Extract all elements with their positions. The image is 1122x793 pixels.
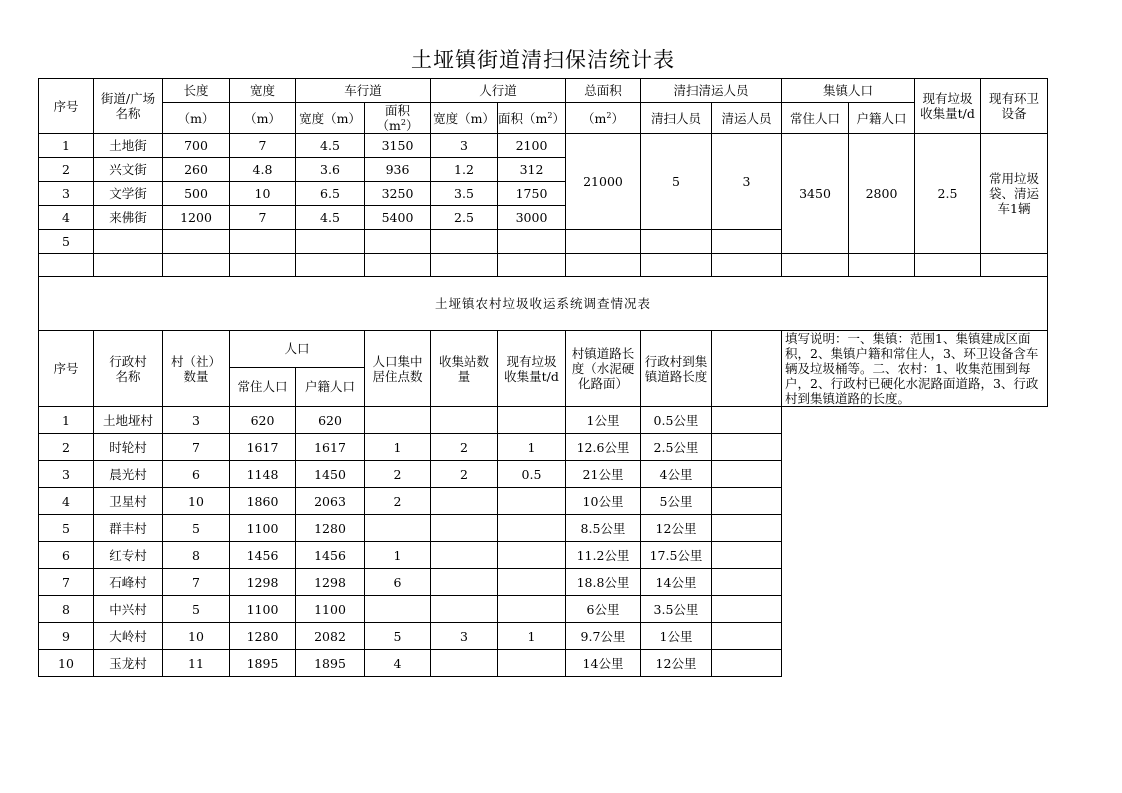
t2-cell-registered: 1298 <box>296 569 365 596</box>
t1-cell <box>94 230 163 254</box>
t2-cell-groups: 10 <box>163 623 230 650</box>
t2-cell-resident: 1298 <box>230 569 296 596</box>
t2-header-seq: 序号 <box>39 331 94 407</box>
t2-cell-registered: 1617 <box>296 434 365 461</box>
t1-header-roadway-area-sup: 2 <box>400 117 406 127</box>
t2-cell-seq: 6 <box>39 542 94 569</box>
t2-cell-road: 21公里 <box>566 461 641 488</box>
t2-row <box>39 650 1048 677</box>
t2-cell-registered: 1280 <box>296 515 365 542</box>
t2-cell-road: 8.5公里 <box>566 515 641 542</box>
t2-cell-groups: 6 <box>163 461 230 488</box>
t2-cell-garbage: 0.5 <box>498 461 566 488</box>
t2-cell-groups: 11 <box>163 650 230 677</box>
t2-cell-cluster: 2 <box>365 461 431 488</box>
t2-cell-garbage <box>498 488 566 515</box>
t1-header-equipment-line1: 现有环卫 <box>988 91 1039 106</box>
t1-cell: 7 <box>230 134 296 158</box>
t1-cell: 10 <box>230 182 296 206</box>
t1-header-width: 宽度 <box>230 79 296 103</box>
t1-header-garbage-line1: 现有垃圾 <box>922 91 973 106</box>
t1-registered: 2800 <box>849 134 915 254</box>
t1-header-roadway-area-text: 面积（m <box>376 103 410 133</box>
t1-cell <box>296 254 365 277</box>
t1-cell: 5 <box>39 230 94 254</box>
t1-header-roadway: 车行道 <box>296 79 431 103</box>
t2-cell-totown: 4公里 <box>641 461 712 488</box>
table2-title: 土垭镇农村垃圾收运系统调查情况表 <box>39 277 1048 331</box>
t1-cell <box>431 230 498 254</box>
t1-header-sidewalk-area-sup: 2 <box>547 110 553 120</box>
t2-cell-name: 卫星村 <box>94 488 163 515</box>
t1-cell: 1200 <box>163 206 230 230</box>
t2-cell-stations <box>431 650 498 677</box>
t1-cell <box>915 254 981 277</box>
t2-cell-totown: 1公里 <box>641 623 712 650</box>
t2-cell-seq: 2 <box>39 434 94 461</box>
t1-cell <box>365 230 431 254</box>
t2-header-garbage-line1: 现有垃圾 <box>506 353 557 369</box>
t1-cell: 3 <box>39 182 94 206</box>
t2-cell-groups: 5 <box>163 515 230 542</box>
t2-row <box>39 542 1048 569</box>
t1-header-seq: 序号 <box>39 79 94 134</box>
t1-cell: 4.8 <box>230 158 296 182</box>
t1-header-roadway-area <box>365 103 431 134</box>
t2-cell-seq: 1 <box>39 407 94 434</box>
t1-cell: 2.5 <box>431 206 498 230</box>
t2-cell-name: 时轮村 <box>94 434 163 461</box>
t1-cell <box>566 230 641 254</box>
t2-cell-garbage <box>498 569 566 596</box>
t1-cell: 2100 <box>498 134 566 158</box>
t2-cell-name: 晨光村 <box>94 461 163 488</box>
t1-cell <box>566 254 641 277</box>
t2-cell-totown: 5公里 <box>641 488 712 515</box>
t1-haulers: 3 <box>712 134 782 230</box>
t2-header-stations <box>431 331 498 407</box>
t2-empty-column <box>712 331 782 407</box>
t2-cell-empty <box>712 515 782 542</box>
t1-header-sweepers: 清扫人员 <box>641 103 712 134</box>
t1-header-garbage-line2: 收集量t/d <box>920 106 975 121</box>
sanitation-tables <box>38 78 1048 677</box>
t1-header-population: 集镇人口 <box>782 79 915 103</box>
t2-cell-road: 14公里 <box>566 650 641 677</box>
t1-cell: 3.5 <box>431 182 498 206</box>
t2-header-totown <box>641 331 712 407</box>
t1-header-length-unit: （m） <box>163 103 230 134</box>
t1-garbage: 2.5 <box>915 134 981 254</box>
t2-row <box>39 623 1048 650</box>
t1-header-cleaners: 清扫清运人员 <box>641 79 782 103</box>
t2-cell-cluster: 5 <box>365 623 431 650</box>
t1-header-equipment-line2: 设备 <box>1001 106 1027 121</box>
t1-header-total-area: 总面积 <box>566 79 641 103</box>
t2-header-road-line1: 村镇道路长 <box>571 346 635 361</box>
t2-header-groups-line2: 数量 <box>183 368 209 384</box>
t1-header-registered: 户籍人口 <box>849 103 915 134</box>
t1-resident: 3450 <box>782 134 849 254</box>
t1-cell <box>641 254 712 277</box>
t2-cell-stations <box>431 569 498 596</box>
t1-header-street-line2: 名称 <box>115 106 141 121</box>
t2-cell-road: 11.2公里 <box>566 542 641 569</box>
t1-cell: 3 <box>431 134 498 158</box>
t1-cell: 312 <box>498 158 566 182</box>
t2-cell-road: 1公里 <box>566 407 641 434</box>
t2-cell-cluster: 1 <box>365 434 431 461</box>
t2-cell-empty <box>712 488 782 515</box>
t2-header-garbage <box>498 331 566 407</box>
t1-cell: 文学街 <box>94 182 163 206</box>
t2-cell-stations: 3 <box>431 623 498 650</box>
t1-header-total-area-unit <box>566 103 641 134</box>
t2-cell-seq: 10 <box>39 650 94 677</box>
t1-cell <box>641 230 712 254</box>
t2-cell-empty <box>712 650 782 677</box>
t1-header-resident: 常住人口 <box>782 103 849 134</box>
t2-cell-road: 6公里 <box>566 596 641 623</box>
t1-cell <box>94 254 163 277</box>
t1-cell: 1750 <box>498 182 566 206</box>
t2-cell-garbage <box>498 542 566 569</box>
t2-cell-seq: 7 <box>39 569 94 596</box>
t2-cell-groups: 8 <box>163 542 230 569</box>
t2-cell-name: 土地垭村 <box>94 407 163 434</box>
t2-cell-stations <box>431 515 498 542</box>
t1-cell <box>163 230 230 254</box>
t2-cell-garbage <box>498 407 566 434</box>
t2-header-village-line2: 名称 <box>115 368 141 384</box>
t2-cell-totown: 12公里 <box>641 650 712 677</box>
t2-header-village-line1: 行政村 <box>109 353 147 369</box>
t1-cell: 兴文街 <box>94 158 163 182</box>
t2-cell-registered: 1450 <box>296 461 365 488</box>
t1-header-sidewalk: 人行道 <box>431 79 566 103</box>
t1-header-length: 长度 <box>163 79 230 103</box>
t1-header-total-area-unit-a: （m <box>582 110 607 126</box>
t2-cell-groups: 7 <box>163 434 230 461</box>
t1-cell: 来佛街 <box>94 206 163 230</box>
t2-cell-cluster <box>365 407 431 434</box>
t1-cell <box>163 254 230 277</box>
t2-cell-empty <box>712 596 782 623</box>
table1-title: 土垭镇街道清扫保洁统计表 <box>411 48 675 72</box>
t2-cell-totown: 17.5公里 <box>641 542 712 569</box>
t2-cell-road: 10公里 <box>566 488 641 515</box>
t2-cell-empty <box>712 569 782 596</box>
t1-cell <box>431 254 498 277</box>
t2-header-village <box>94 331 163 407</box>
t2-cell-groups: 10 <box>163 488 230 515</box>
t1-cell: 5400 <box>365 206 431 230</box>
t2-cell-garbage <box>498 596 566 623</box>
t1-header-sidewalk-width: 宽度（m） <box>431 103 498 134</box>
t1-header-street <box>94 79 163 134</box>
t1-cell <box>498 230 566 254</box>
t2-header-road <box>566 331 641 407</box>
t2-cell-name: 群丰村 <box>94 515 163 542</box>
t2-cell-totown: 2.5公里 <box>641 434 712 461</box>
t2-header-road-line2: 度（水泥硬 <box>571 361 635 376</box>
t2-cell-garbage: 1 <box>498 434 566 461</box>
t2-cell-groups: 5 <box>163 596 230 623</box>
t2-cell-registered: 620 <box>296 407 365 434</box>
t2-header-totown-line1: 行政村到集 <box>644 353 708 369</box>
t2-cell-name: 中兴村 <box>94 596 163 623</box>
t1-cell: 936 <box>365 158 431 182</box>
t1-cell <box>230 230 296 254</box>
t1-header-street-line1: 街道/广场 <box>100 91 156 106</box>
t1-header-equipment <box>981 79 1048 134</box>
t1-equipment: 常用垃圾袋、清运车1辆 <box>981 134 1048 254</box>
t2-header-stations-line1: 收集站数 <box>438 353 489 369</box>
t1-cell: 4 <box>39 206 94 230</box>
t2-cell-cluster: 1 <box>365 542 431 569</box>
t2-row <box>39 569 1048 596</box>
t2-header-road-line3: 化路面） <box>577 376 628 391</box>
t2-cell-totown: 3.5公里 <box>641 596 712 623</box>
t2-cell-seq: 8 <box>39 596 94 623</box>
t2-header-cluster-line2: 居住点数 <box>372 368 423 384</box>
t1-cell <box>981 254 1048 277</box>
t1-header-total-area-unit-b: ） <box>611 110 624 126</box>
t2-cell-garbage: 1 <box>498 623 566 650</box>
t1-cell <box>365 254 431 277</box>
t1-cell <box>296 230 365 254</box>
t2-cell-resident: 1895 <box>230 650 296 677</box>
t2-header-population: 人口 <box>230 331 365 368</box>
t1-cell <box>782 254 849 277</box>
t1-header-sidewalk-area-close: ） <box>552 110 565 126</box>
t2-header-registered: 户籍人口 <box>296 367 365 406</box>
t1-sweepers: 5 <box>641 134 712 230</box>
t2-cell-road: 9.7公里 <box>566 623 641 650</box>
t2-cell-groups: 7 <box>163 569 230 596</box>
t2-cell-registered: 1456 <box>296 542 365 569</box>
t1-cell: 260 <box>163 158 230 182</box>
t1-header-roadway-area-close: ） <box>405 118 419 133</box>
fill-in-instructions: 填写说明：一、集镇：范围1、集镇建成区面积，2、集镇户籍和常住人，3、环卫设备含车辆及垃圾桶等。二、农村：1、收集范围到每户，2、行政村已硬化水泥路面道路，3、行政村到集镇道路的长度。 <box>782 331 1048 407</box>
t1-cell <box>712 230 782 254</box>
t1-cell <box>498 254 566 277</box>
t2-header-cluster-line1: 人口集中 <box>372 353 423 369</box>
t2-cell-registered: 2082 <box>296 623 365 650</box>
t2-cell-totown: 12公里 <box>641 515 712 542</box>
t2-cell-seq: 4 <box>39 488 94 515</box>
t2-cell-road: 12.6公里 <box>566 434 641 461</box>
t2-cell-registered: 1100 <box>296 596 365 623</box>
t2-cell-name: 红专村 <box>94 542 163 569</box>
t2-cell-resident: 1456 <box>230 542 296 569</box>
t2-cell-stations <box>431 488 498 515</box>
t2-header-cluster <box>365 331 431 407</box>
t2-header-garbage-line2: 收集量t/d <box>504 368 559 384</box>
t1-header-garbage <box>915 79 981 134</box>
t1-cell <box>230 254 296 277</box>
t2-cell-cluster: 4 <box>365 650 431 677</box>
t2-cell-totown: 0.5公里 <box>641 407 712 434</box>
t2-cell-cluster <box>365 515 431 542</box>
t1-header-roadway-width: 宽度（m） <box>296 103 365 134</box>
t2-cell-empty <box>712 407 782 434</box>
t2-cell-resident: 1860 <box>230 488 296 515</box>
t2-body <box>39 407 1048 677</box>
t2-cell-empty <box>712 434 782 461</box>
t1-cell: 7 <box>230 206 296 230</box>
t2-cell-seq: 9 <box>39 623 94 650</box>
t2-row <box>39 461 1048 488</box>
t1-cell: 6.5 <box>296 182 365 206</box>
t1-cell <box>712 254 782 277</box>
t2-cell-road: 18.8公里 <box>566 569 641 596</box>
t1-cell: 4.5 <box>296 134 365 158</box>
t2-cell-cluster: 2 <box>365 488 431 515</box>
t2-cell-stations <box>431 596 498 623</box>
t2-cell-resident: 620 <box>230 407 296 434</box>
t2-cell-name: 玉龙村 <box>94 650 163 677</box>
t2-cell-empty <box>712 461 782 488</box>
t1-total-area: 21000 <box>566 134 641 230</box>
t2-cell-stations <box>431 407 498 434</box>
t2-cell-empty <box>712 542 782 569</box>
t2-cell-seq: 5 <box>39 515 94 542</box>
t2-cell-stations <box>431 542 498 569</box>
t1-cell: 1 <box>39 134 94 158</box>
t2-cell-stations: 2 <box>431 461 498 488</box>
t2-cell-name: 石峰村 <box>94 569 163 596</box>
t2-row <box>39 515 1048 542</box>
t2-row <box>39 407 1048 434</box>
t2-header-groups <box>163 331 230 407</box>
t2-cell-cluster <box>365 596 431 623</box>
t2-header-stations-line2: 量 <box>457 368 471 384</box>
t1-header-width-unit: （m） <box>230 103 296 134</box>
t1-cell: 1.2 <box>431 158 498 182</box>
t2-cell-resident: 1100 <box>230 596 296 623</box>
t2-cell-resident: 1617 <box>230 434 296 461</box>
t1-cell: 4.5 <box>296 206 365 230</box>
t2-cell-garbage <box>498 650 566 677</box>
t2-cell-resident: 1280 <box>230 623 296 650</box>
t2-cell-stations: 2 <box>431 434 498 461</box>
t1-header-haulers: 清运人员 <box>712 103 782 134</box>
t2-cell-name: 大岭村 <box>94 623 163 650</box>
t1-header-sidewalk-area <box>498 103 566 134</box>
t1-header-sidewalk-area-text: 面积（m <box>498 110 548 126</box>
t2-cell-seq: 3 <box>39 461 94 488</box>
t1-cell: 500 <box>163 182 230 206</box>
t1-cell <box>849 254 915 277</box>
t1-cell <box>39 254 94 277</box>
t2-cell-registered: 2063 <box>296 488 365 515</box>
t2-cell-resident: 1148 <box>230 461 296 488</box>
t1-cell: 3000 <box>498 206 566 230</box>
t2-cell-empty <box>712 623 782 650</box>
t1-cell: 3250 <box>365 182 431 206</box>
t1-cell: 土地街 <box>94 134 163 158</box>
t1-cell: 2 <box>39 158 94 182</box>
t1-cell: 700 <box>163 134 230 158</box>
t2-cell-garbage <box>498 515 566 542</box>
t2-header-groups-line1: 村（社） <box>170 353 221 369</box>
t2-cell-groups: 3 <box>163 407 230 434</box>
t2-cell-registered: 1895 <box>296 650 365 677</box>
t2-cell-cluster: 6 <box>365 569 431 596</box>
t2-row <box>39 434 1048 461</box>
t1-cell: 3150 <box>365 134 431 158</box>
t2-header-resident: 常住人口 <box>230 367 296 406</box>
t1-cell: 3.6 <box>296 158 365 182</box>
t2-row <box>39 488 1048 515</box>
t1-header-total-area-unit-sup: 2 <box>606 110 612 120</box>
t2-header-totown-line2: 镇道路长度 <box>644 368 708 384</box>
t2-cell-resident: 1100 <box>230 515 296 542</box>
t2-cell-totown: 14公里 <box>641 569 712 596</box>
t2-row <box>39 596 1048 623</box>
